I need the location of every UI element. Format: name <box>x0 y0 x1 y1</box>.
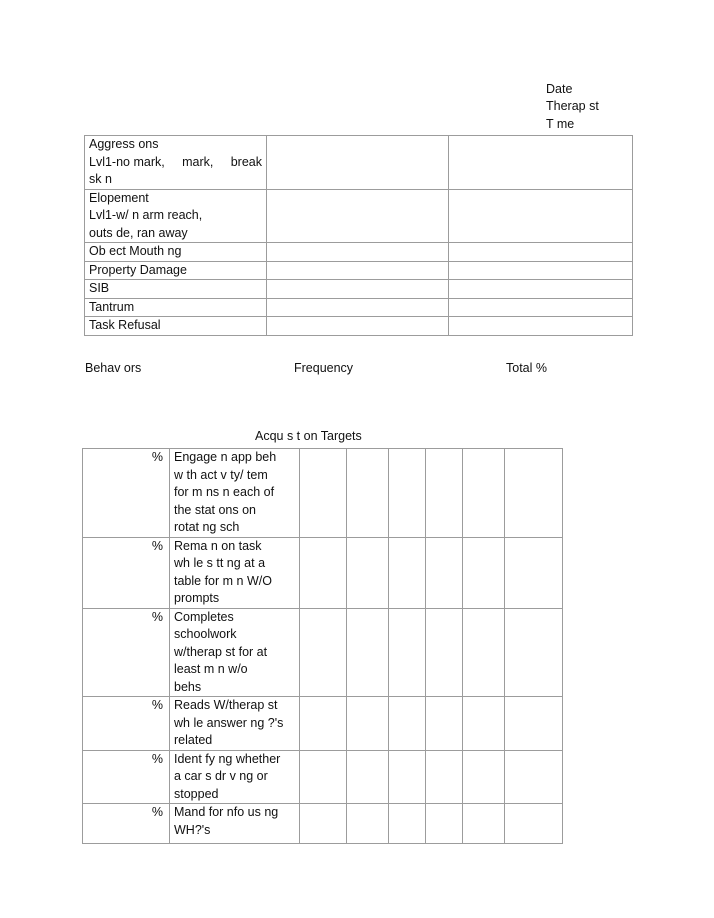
percent-cell: % <box>83 608 170 697</box>
behavior-cell <box>85 189 267 243</box>
target-cell: Ident fy ng whether a car s dr v ng or stopped <box>170 750 300 804</box>
data-cell[interactable] <box>347 750 389 804</box>
data-cell[interactable] <box>426 804 463 844</box>
data-cell[interactable] <box>505 804 563 844</box>
target-cell: Completes schoolwork w/therap st for at least m n w/o behs <box>170 608 300 697</box>
table-row <box>83 608 563 697</box>
total-cell[interactable] <box>449 261 633 280</box>
table-row <box>85 317 633 336</box>
frequency-cell[interactable] <box>267 243 449 262</box>
percent-cell: % <box>83 804 170 844</box>
data-cell[interactable] <box>389 697 426 751</box>
total-cell[interactable] <box>449 136 633 190</box>
data-cell[interactable] <box>300 608 347 697</box>
data-cell[interactable] <box>347 449 389 538</box>
behavior-detail: outs de, ran away <box>89 225 188 240</box>
table-row <box>83 449 563 538</box>
behavior-cell: Task Refusal <box>85 317 267 336</box>
frequency-cell[interactable] <box>267 261 449 280</box>
data-cell[interactable] <box>300 804 347 844</box>
total-cell[interactable] <box>449 298 633 317</box>
total-label: Total % <box>506 361 547 375</box>
frequency-label: Frequency <box>294 361 354 375</box>
data-cell[interactable] <box>505 750 563 804</box>
data-cell[interactable] <box>300 449 347 538</box>
data-cell[interactable] <box>347 697 389 751</box>
percent-cell: % <box>83 537 170 608</box>
data-cell[interactable] <box>389 608 426 697</box>
data-cell[interactable] <box>505 449 563 538</box>
data-cell[interactable] <box>505 537 563 608</box>
percent-cell: % <box>83 750 170 804</box>
data-cell[interactable] <box>463 697 505 751</box>
table-row <box>85 243 633 262</box>
data-cell[interactable] <box>300 697 347 751</box>
behavior-cell: SIB <box>85 280 267 299</box>
data-cell[interactable] <box>389 804 426 844</box>
behavior-cell: Property Damage <box>85 261 267 280</box>
data-cell[interactable] <box>463 608 505 697</box>
target-cell: Engage n app beh w th act v ty/ tem for m ns n each of the stat ons on rotat ng sch <box>170 449 300 538</box>
behavior-cell: Tantrum <box>85 298 267 317</box>
target-cell: Reads W/therap st wh le answer ng ?'s related <box>170 697 300 751</box>
frequency-cell[interactable] <box>267 280 449 299</box>
data-cell[interactable] <box>463 537 505 608</box>
data-cell[interactable] <box>347 537 389 608</box>
frequency-cell[interactable] <box>267 298 449 317</box>
data-cell[interactable] <box>463 750 505 804</box>
acquisition-table <box>82 448 563 844</box>
table-row <box>83 750 563 804</box>
table-row <box>83 697 563 751</box>
behavior-name: Elopement <box>89 190 149 205</box>
data-cell[interactable] <box>426 449 463 538</box>
data-cell[interactable] <box>426 750 463 804</box>
date-label: Date <box>546 82 573 96</box>
table-row <box>85 298 633 317</box>
data-cell[interactable] <box>347 804 389 844</box>
total-cell[interactable] <box>449 189 633 243</box>
table-row <box>85 189 633 243</box>
data-cell[interactable] <box>389 537 426 608</box>
therapist-label: Therap st <box>546 99 599 113</box>
behavior-name: Aggress ons <box>89 137 159 151</box>
behavior-detail: Lvl1-w/ n arm reach, <box>89 208 203 222</box>
frequency-cell[interactable] <box>267 189 449 243</box>
data-cell[interactable] <box>300 750 347 804</box>
data-cell[interactable] <box>463 449 505 538</box>
total-cell[interactable] <box>449 280 633 299</box>
behavior-cell <box>85 136 267 190</box>
data-cell[interactable] <box>505 697 563 751</box>
table-row <box>85 280 633 299</box>
target-cell: Rema n on task wh le s tt ng at a table for m n W/O prompts <box>170 537 300 608</box>
target-cell: Mand for nfo us ng WH?'s <box>170 804 300 844</box>
data-cell[interactable] <box>389 750 426 804</box>
behavior-table <box>84 135 633 336</box>
frequency-cell[interactable] <box>267 136 449 190</box>
data-cell[interactable] <box>426 537 463 608</box>
data-cell[interactable] <box>389 449 426 538</box>
data-cell[interactable] <box>463 804 505 844</box>
table-row <box>83 804 563 844</box>
table-row <box>85 261 633 280</box>
percent-cell: % <box>83 697 170 751</box>
data-cell[interactable] <box>426 608 463 697</box>
data-cell[interactable] <box>505 608 563 697</box>
total-cell[interactable] <box>449 317 633 336</box>
time-label: T me <box>546 117 575 131</box>
table-row <box>85 136 633 190</box>
behavior-detail: sk n <box>89 172 112 186</box>
acquisition-title: Acqu s t on Targets <box>255 429 362 443</box>
total-cell[interactable] <box>449 243 633 262</box>
behaviors-label: Behav ors <box>85 361 142 375</box>
table-row <box>83 537 563 608</box>
data-cell[interactable] <box>347 608 389 697</box>
behavior-cell: Ob ect Mouth ng <box>85 243 267 262</box>
frequency-cell[interactable] <box>267 317 449 336</box>
behavior-detail: Lvl1-no mark, mark, break <box>89 154 262 169</box>
data-cell[interactable] <box>426 697 463 751</box>
data-cell[interactable] <box>300 537 347 608</box>
percent-cell: % <box>83 449 170 538</box>
